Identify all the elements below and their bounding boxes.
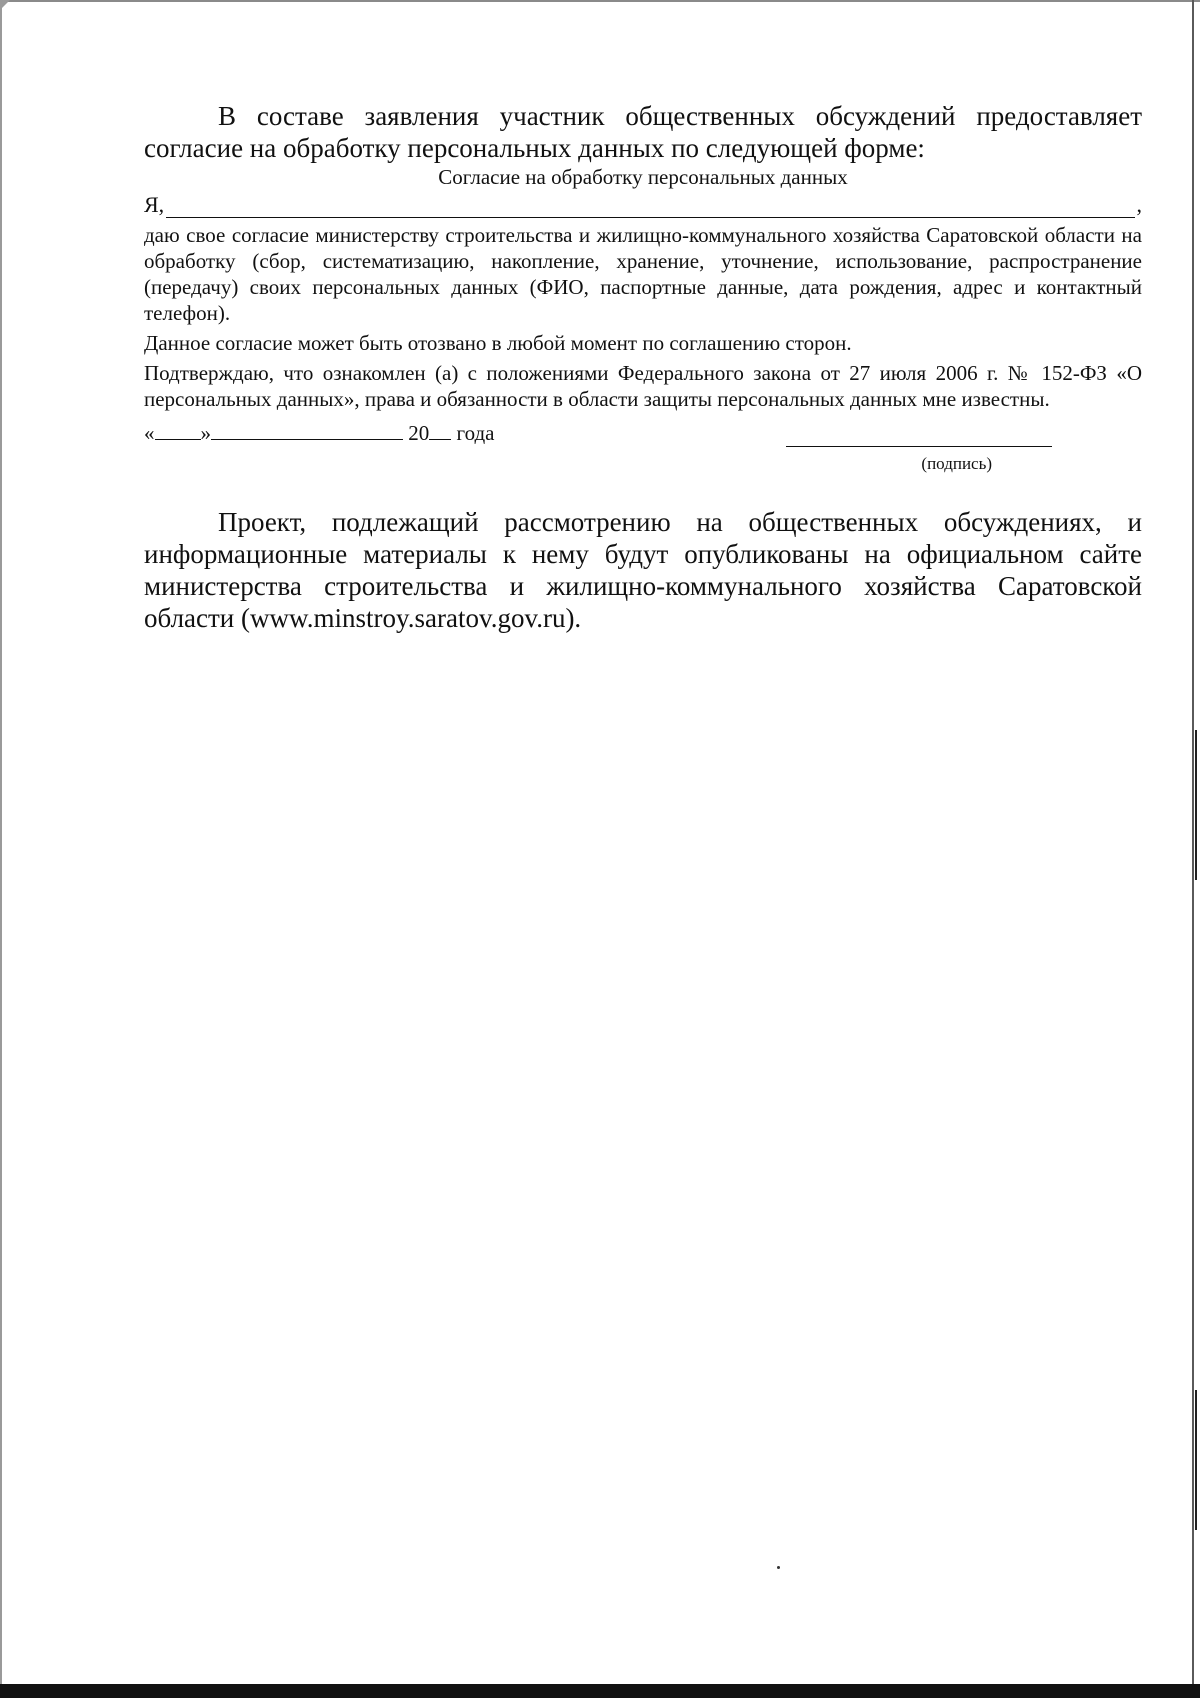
name-line — [144, 190, 1142, 218]
scan-dot — [777, 1566, 780, 1569]
date-close-quote: » — [200, 421, 211, 445]
signature-blank — [786, 446, 1052, 447]
scan-edge-top — [0, 0, 1200, 2]
year-suffix: года — [456, 421, 495, 445]
revocation-text: Данное согласие может быть отозвано в любой момент по соглашению сторон. — [144, 331, 852, 355]
scan-edge-left — [0, 0, 2, 1698]
name-suffix: , — [1136, 192, 1142, 217]
document-body — [144, 100, 1142, 634]
consent-text: даю свое согласие министерству строительства и жилищно-коммунального хозяйства Саратовской области на обработку (сбор, систематизацию, накопление, хранение, уточнение, использование, распространение (передачу) своих персональных данных (ФИО, паспортные данные, дата рождения, адрес и контактный телефон). — [144, 223, 1142, 325]
month-blank — [211, 421, 403, 440]
scan-corner-mark — [0, 0, 10, 10]
day-blank — [155, 421, 201, 440]
date-open-quote: « — [144, 421, 155, 445]
name-prefix: Я, — [144, 192, 165, 217]
date-signature-row — [144, 420, 1142, 473]
closing-paragraph: Проект, подлежащий рассмотрению на общественных обсуждениях, и информационные материалы к нему будут опубликованы на официальном сайте министерства строительства и жилищно-коммунального хозяйства Саратовской области (www.minstroy.saratov.gov.ru). — [144, 507, 1142, 633]
scan-streak — [1195, 1390, 1197, 1530]
scan-edge-right — [1192, 0, 1194, 1698]
intro-paragraph: В составе заявления участник общественных обсуждений предоставляет согласие на обработку персональных данных по следующей форме: — [144, 101, 1142, 163]
scan-streak — [1195, 730, 1197, 880]
year-blank — [429, 421, 451, 440]
name-blank-field — [166, 197, 1134, 218]
scan-edge-bottom — [0, 1684, 1200, 1698]
year-prefix: 20 — [408, 421, 430, 445]
confirmation-text: Подтверждаю, что ознакомлен (а) с положениями Федерального закона от 27 июля 2006 г. № 152-ФЗ «О персональных данных», права и обязанности в области защиты персональных данных мне известны. — [144, 361, 1142, 411]
signature-caption: (подпись) — [921, 454, 992, 473]
consent-form-title: Согласие на обработку персональных данных — [438, 165, 848, 189]
